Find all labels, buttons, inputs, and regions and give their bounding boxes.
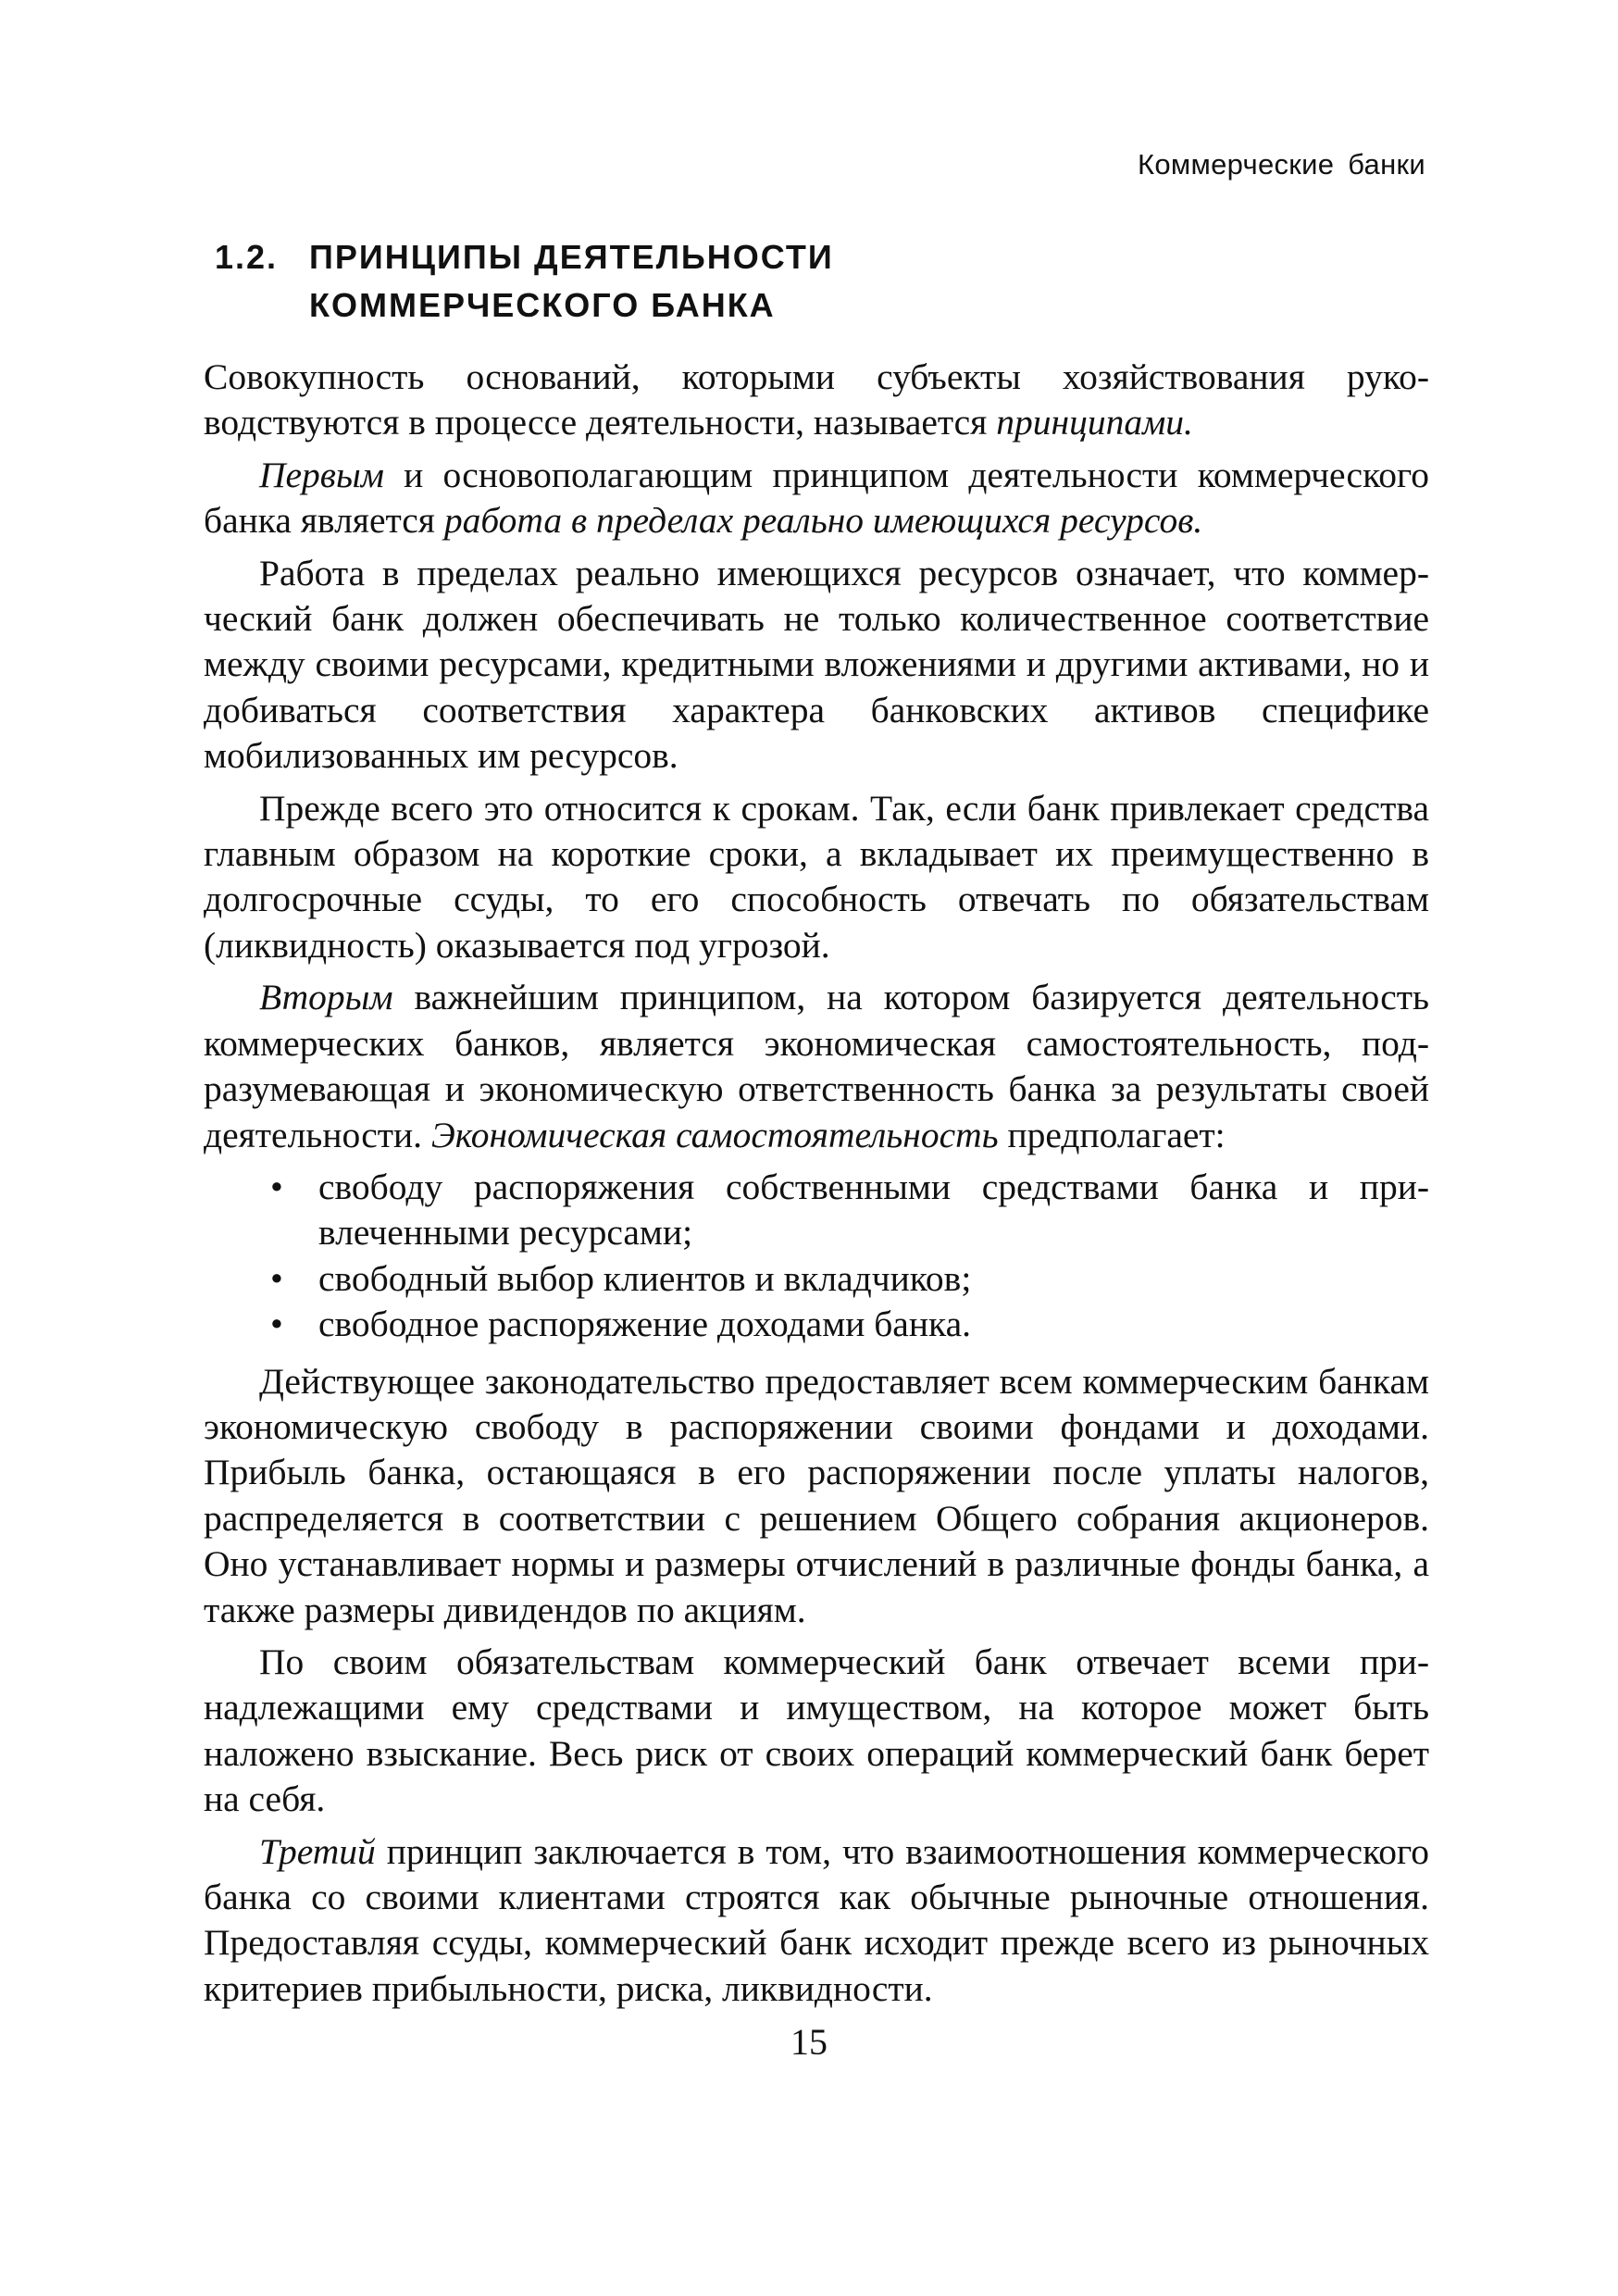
emphasis-first: Первым	[259, 454, 384, 495]
section-heading	[215, 233, 834, 330]
emphasis-second: Вторым	[259, 977, 393, 1018]
paragraph-2	[204, 453, 1429, 544]
paragraph-4: Прежде всего это относится к срокам. Так, если банк привлекает средства главным образом на короткие сроки, а вкладывает их преимущественно в долгосрочные ссуды, то его способность отвечать по обязательствам (ликвидность) оказывается под угрозой.	[204, 787, 1429, 966]
term-work-within-resources: работа в пределах реально имеющихся ресурсов.	[443, 500, 1203, 542]
paragraph-5-tail: предполагает:	[998, 1114, 1226, 1155]
list-item-text: свободу распоряжения собственными средствами банка и привлеченными ресурсами;	[318, 1166, 1429, 1254]
paragraph-3: Работа в пределах реально имеющихся ресурсов означает, что коммерческий банк должен обеспечивать не только количественное соответствие между своими ресурсами, кредитными вложениями и другими активами, но и добиваться соответствия характера банковских активов специфике мобилизованных им ресурсов.	[204, 552, 1429, 777]
paragraph-8-text: принцип заключается в том, что взаимоотношения коммерческого банка со своими клиентами строятся как обычные рыночные отношения. Предоставляя ссуды, коммерческий банк исходит прежде всего из рыночных критериев прибыльности, риска, ликвидности.	[204, 1830, 1429, 2009]
bullet-list	[204, 1165, 1429, 1348]
page-number: 15	[790, 2021, 828, 2063]
list-item	[204, 1302, 1429, 1347]
paragraph-2-text: и основополагающим принципом деятельности коммерческого банка является	[204, 454, 1429, 542]
paragraph-5-text: важнейшим принципом, на котором базируется деятельность коммерческих банков, является экономическая самостоятельность, подразумевающая и экономическую ответственность банка за результаты своей деятельности.	[204, 977, 1429, 1155]
paragraph-1	[204, 355, 1429, 446]
bullet-icon: •	[270, 1304, 283, 1345]
paragraph-7: По своим обязательствам коммерческий банк отвечает всеми принадлежащими ему средствами и имуществом, на которое может быть наложено взыскание. Весь риск от своих операций коммерческий банк берет на себя.	[204, 1641, 1429, 1820]
list-item-text: свободное распоряжение доходами банка.	[318, 1304, 971, 1345]
paragraph-6: Действующее законодательство предоставляет всем коммерческим банкам экономическую свободу в распоряжении своими фондами и доходами. Прибыль банка, остающаяся в его распоряжении после уплаты налогов, распределяется в соответствии с решением Общего собрания акционеров. Оно устанавливает нормы и размеры отчислений в различные фонды банка, а также размеры дивидендов по акциям.	[204, 1360, 1429, 1630]
list-item	[204, 1165, 1429, 1256]
emphasis-third: Третий	[259, 1830, 376, 1872]
bullet-icon: •	[270, 1257, 283, 1299]
list-item-text: свободный выбор клиентов и вкладчиков;	[318, 1257, 972, 1299]
paragraph-8	[204, 1829, 1429, 2013]
section-number: 1.2.	[215, 238, 279, 276]
running-head: Коммерческие банки	[1137, 148, 1425, 181]
section-title-line2: КОММЕРЧЕСКОГО БАНКА	[309, 286, 776, 324]
paragraph-5	[204, 975, 1429, 1158]
term-principles: принципами.	[996, 402, 1193, 443]
list-item	[204, 1256, 1429, 1302]
bullet-icon: •	[270, 1166, 283, 1207]
section-title-line1: ПРИНЦИПЫ ДЕЯТЕЛЬНОСТИ	[309, 238, 834, 276]
paragraph-1-text: Совокупность оснований, которыми субъекты хозяйствования руководствуются в процессе деятельности, называется	[204, 356, 1429, 443]
body-text	[204, 355, 1429, 2018]
term-economic-independence: Экономическая самостоятельность	[430, 1114, 999, 1155]
